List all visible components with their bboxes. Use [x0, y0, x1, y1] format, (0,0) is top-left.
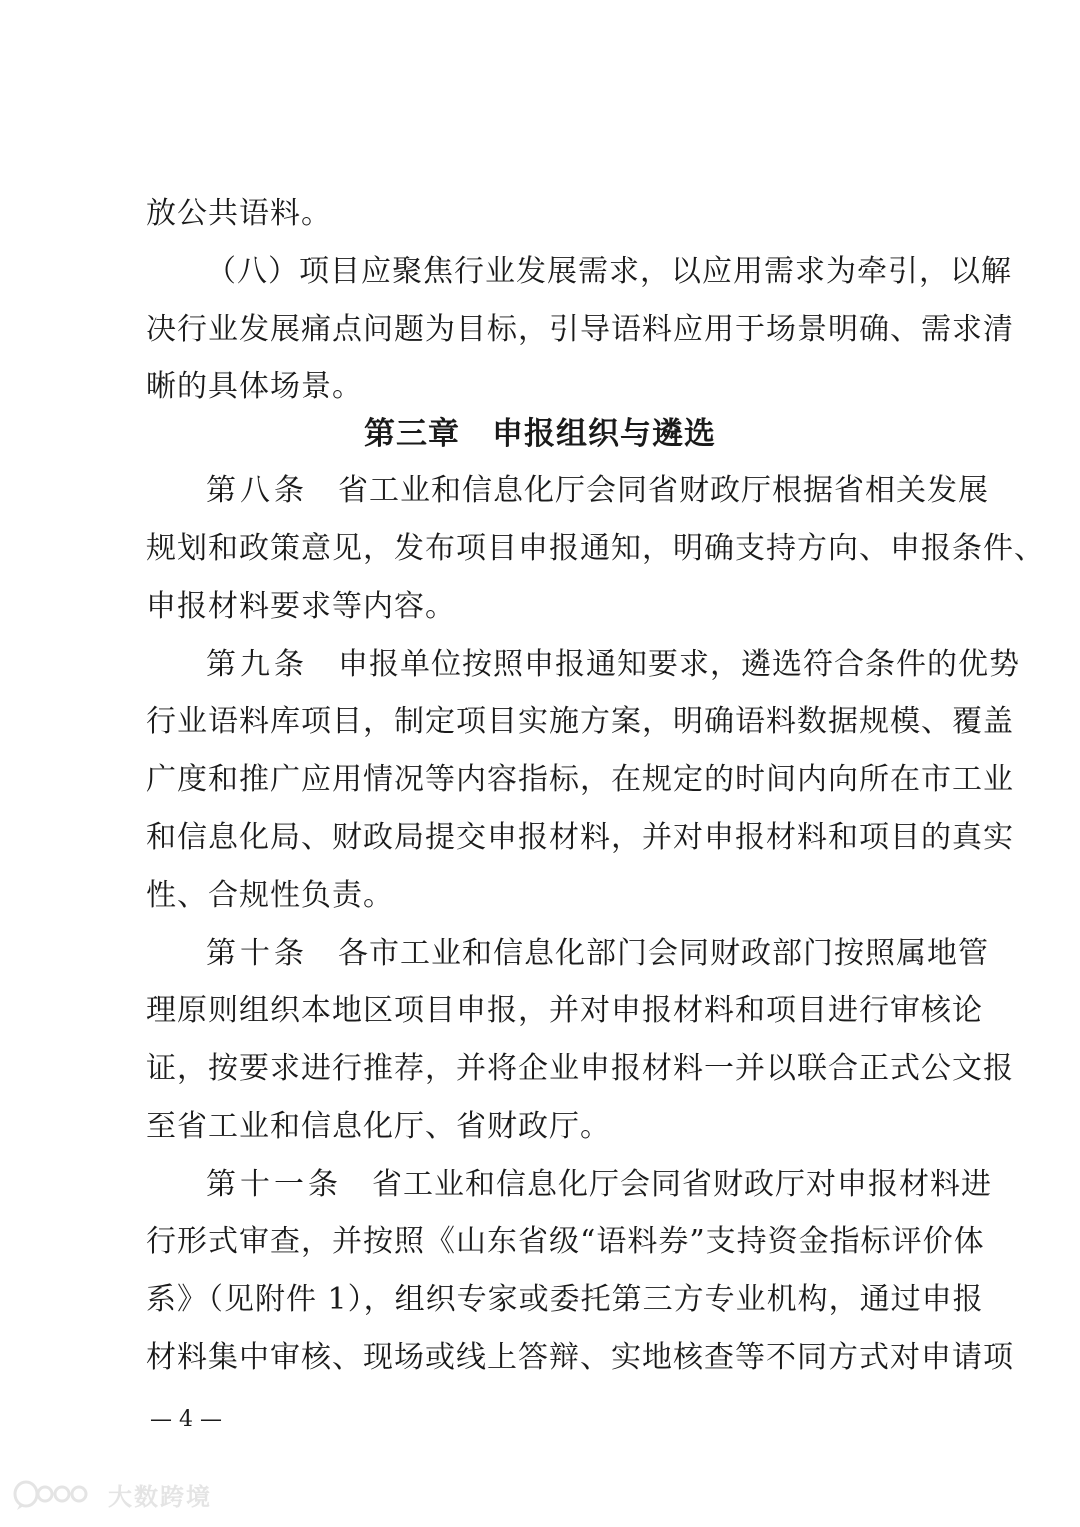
paragraph-line: 性、合规性负责。: [146, 878, 394, 913]
paragraph-line: 材料集中审核、现场或线上答辩、实地核查等不同方式对申请项: [146, 1340, 1014, 1375]
article-9-label: 第九条: [206, 647, 308, 682]
paragraph-line: 规划和政策意见，发布项目申报通知，明确支持方向、申报条件、: [146, 531, 1045, 566]
paragraph-line: 至省工业和信息化厅、省财政厅。: [146, 1109, 611, 1144]
article-11-first-line: [146, 1165, 992, 1205]
watermark-text: 大数跨境: [108, 1482, 212, 1511]
paragraph-line: 行业语料库项目，制定项目实施方案，明确语料数据规模、覆盖: [146, 704, 1014, 739]
article-11-text: 省工业和信息化厅会同省财政厅对申报材料进: [372, 1167, 992, 1202]
page-number: — 4 —: [150, 1407, 222, 1432]
article-9-text: 申报单位按照申报通知要求，遴选符合条件的优势: [338, 647, 1020, 682]
paragraph-line: 广度和推广应用情况等内容指标，在规定的时间内向所在市工业: [146, 762, 1014, 797]
article-10-first-line: [146, 934, 989, 974]
paragraph-line: 行形式审查，并按照《山东省级“语料券”支持资金指标评价体: [146, 1224, 985, 1259]
paragraph-line: 晰的具体场景。: [146, 369, 363, 404]
paragraph-line: 决行业发展痛点问题为目标，引导语料应用于场景明确、需求清: [146, 312, 1014, 347]
article-8-text: 省工业和信息化厅会同省财政厅根据省相关发展: [338, 473, 989, 508]
watermark: [12, 1474, 212, 1514]
article-9-first-line: [146, 645, 1020, 685]
chat-bubble-logo-icon: [12, 1477, 104, 1511]
article-8-first-line: [146, 471, 989, 511]
article-10-label: 第十条: [206, 936, 308, 971]
article-10-text: 各市工业和信息化部门会同财政部门按照属地管: [338, 936, 989, 971]
paragraph-line: （八）项目应聚焦行业发展需求，以应用需求为牵引，以解: [206, 254, 1012, 289]
article-11-label: 第十一条: [206, 1167, 342, 1202]
paragraph-line: 系》（见附件 1），组织专家或委托第三方专业机构，通过申报: [146, 1282, 984, 1317]
paragraph-line: 放公共语料。: [146, 196, 332, 231]
paragraph-line: 证，按要求进行推荐，并将企业申报材料一并以联合正式公文报: [146, 1051, 1014, 1086]
paragraph-line: 理原则组织本地区项目申报，并对申报材料和项目进行审核论: [146, 993, 983, 1028]
paragraph-line: 申报材料要求等内容。: [146, 589, 456, 624]
article-8-label: 第八条: [206, 473, 308, 508]
chapter-heading: 第三章 申报组织与遴选: [364, 416, 716, 452]
paragraph-line: 和信息化局、财政局提交申报材料，并对申报材料和项目的真实: [146, 820, 1014, 855]
